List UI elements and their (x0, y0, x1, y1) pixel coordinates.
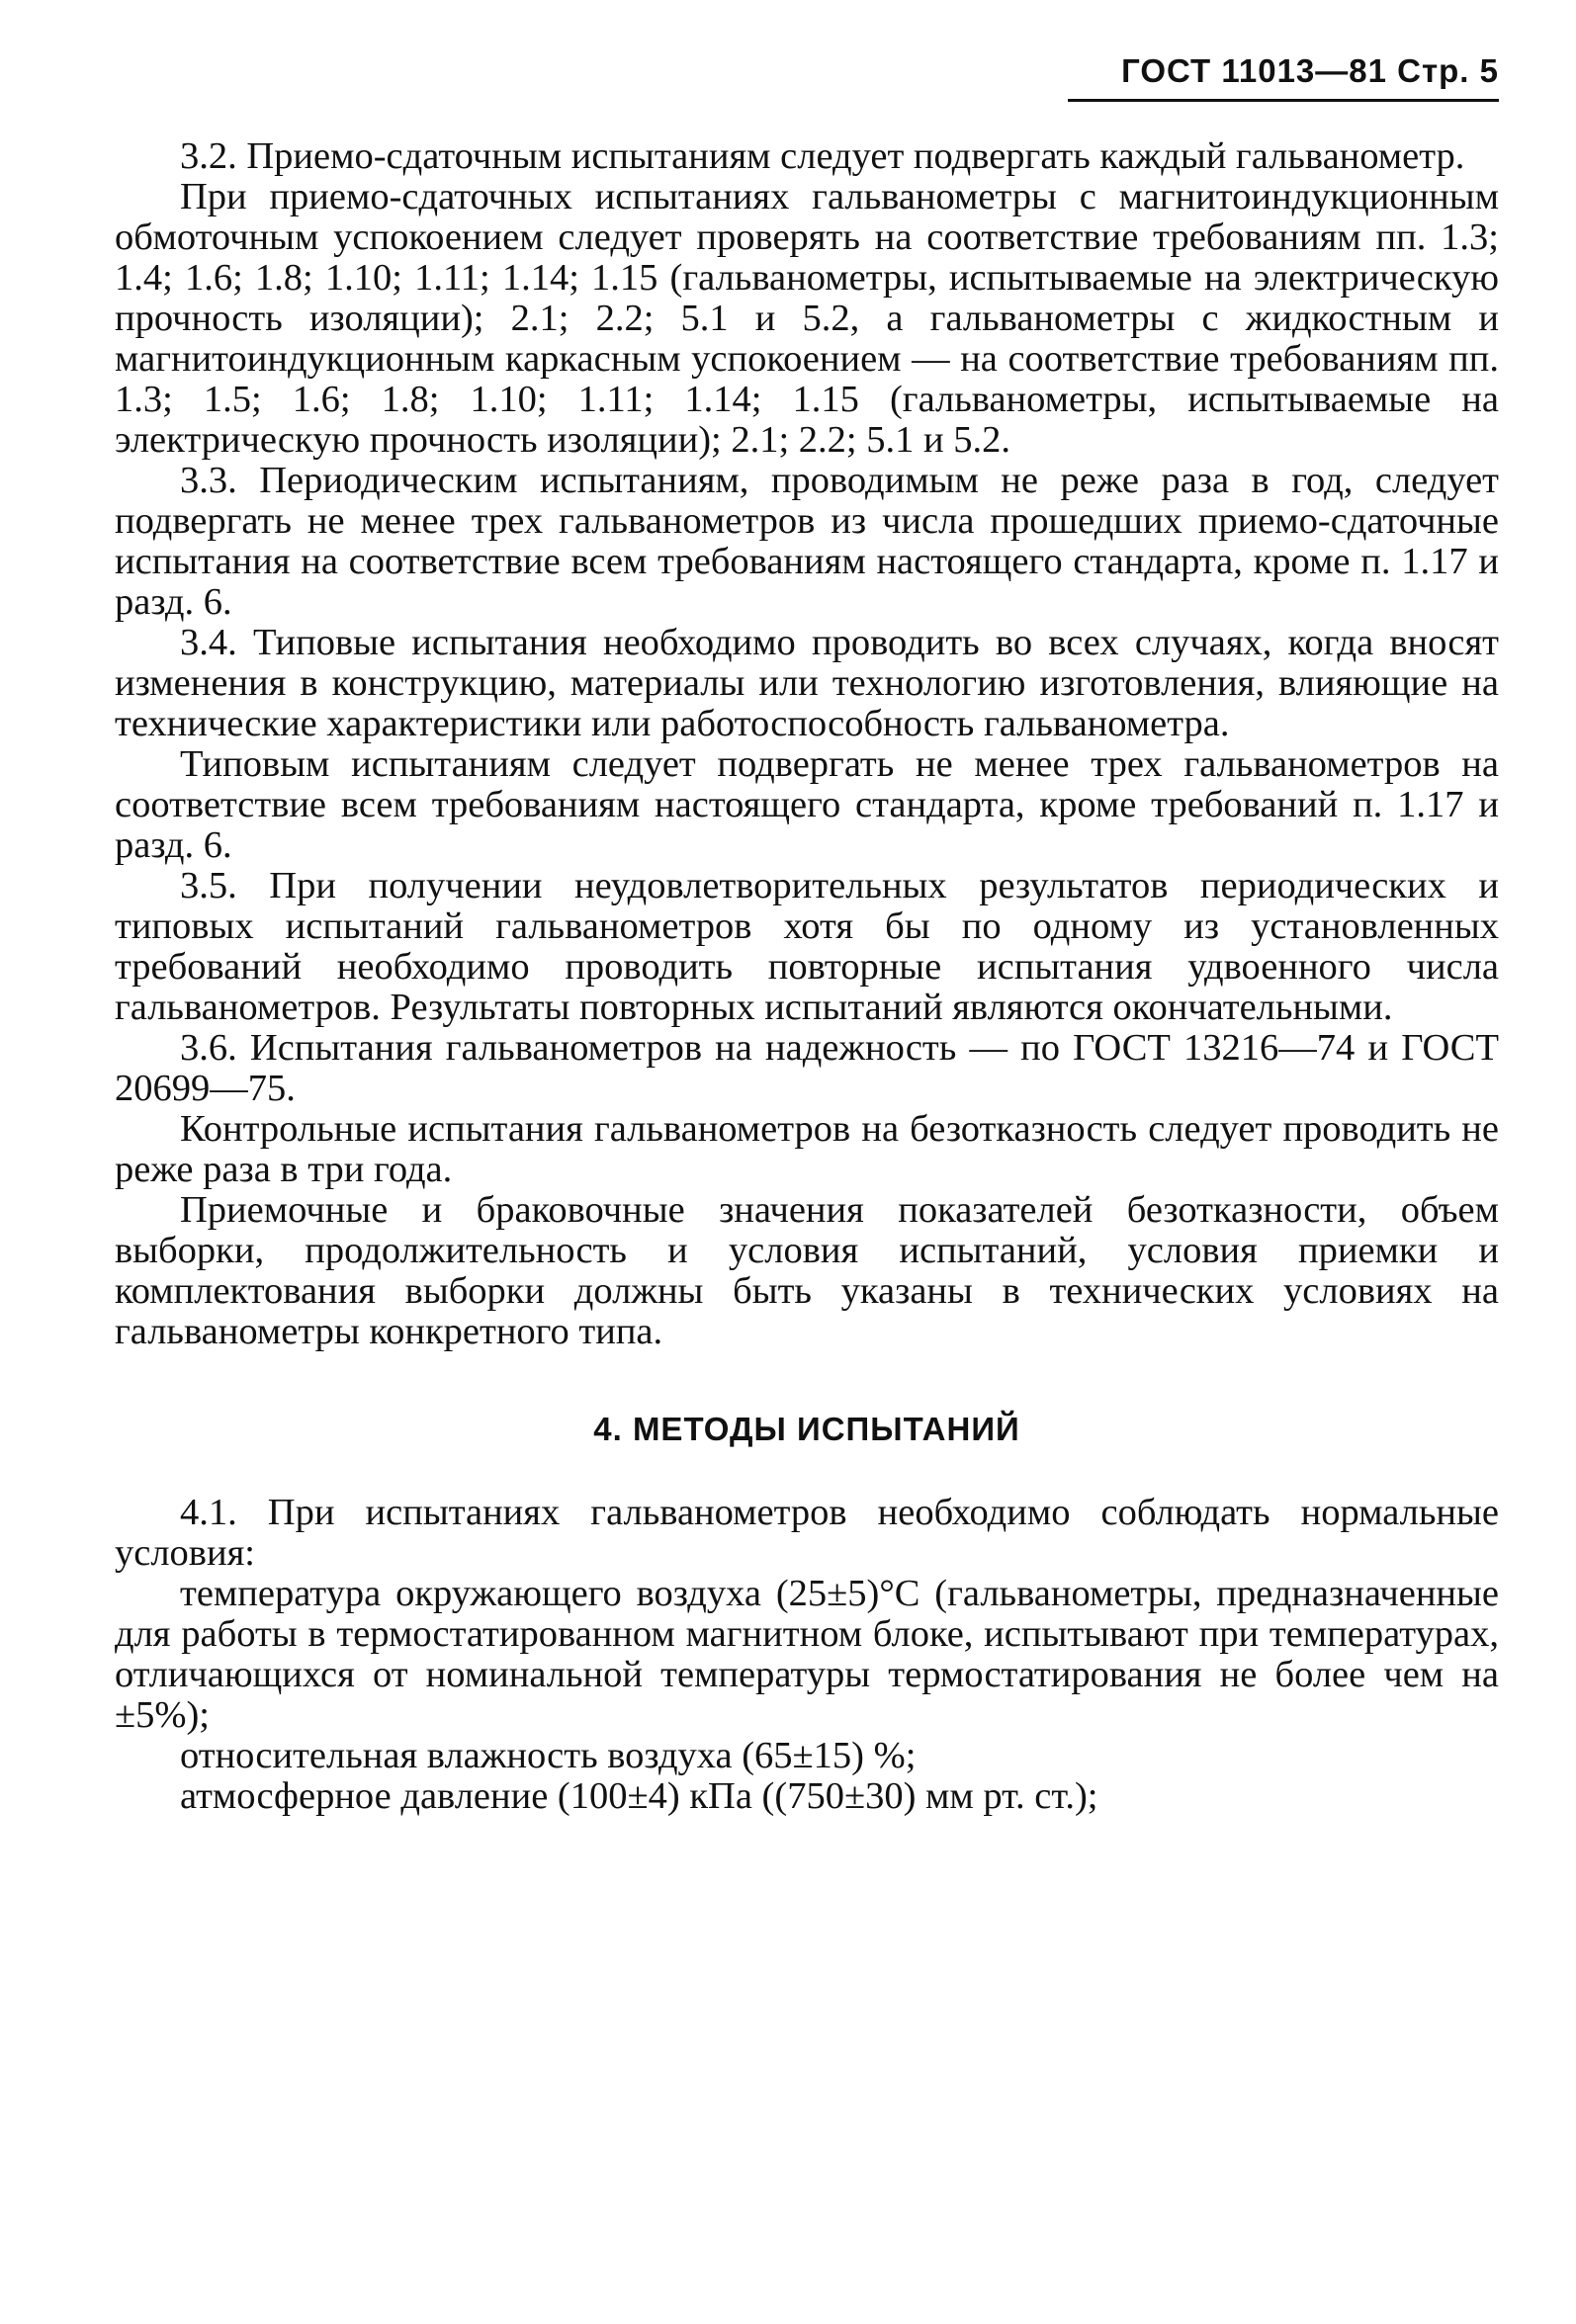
condition-pressure: атмосферное давление (100±4) кПа ((750±30) мм рт. ст.); (180, 1775, 1098, 1817)
header-rule (1068, 99, 1499, 102)
paragraph-3-4: 3.4. Типовые испытания необходимо проводить во всех случаях, когда вносят изменения в конструкцию, материалы или технологию изготовления, влияющие на технические характеристики или работоспособность гальванометра. (115, 622, 1499, 744)
document-body (115, 136, 1499, 1817)
paragraph-4-1: 4.1. При испытаниях гальванометров необходимо соблюдать нормальные условия: (115, 1492, 1499, 1574)
paragraph-3-2: 3.2. Приемо-сдаточным испытаниям следует подвергать каждый гальванометр. (180, 135, 1465, 177)
condition-temperature: температура окружающего воздуха (25±5)°С (гальванометры, предназначенные для работы в термостатированном магнитном блоке, испытывают при температурах, отличающихся от номинальной температуры термостатирования не более чем на ±5%); (115, 1573, 1499, 1736)
paragraph-3-4-type-tests: Типовым испытаниям следует подвергать не менее трех гальванометров на соответствие всем требованиям настоящего стандарта, кроме требований п. 1.17 и разд. 6. (115, 743, 1499, 866)
paragraph-3-6-acceptance-values: Приемочные и браковочные значения показателей безотказности, объем выборки, продолжительность и условия испытаний, условия приемки и комплектования выборки должны быть указаны в технических условиях на гальванометры конкретного типа. (115, 1189, 1499, 1352)
paragraph-3-6: 3.6. Испытания гальванометров на надежность — по ГОСТ 13216—74 и ГОСТ 20699—75. (115, 1027, 1499, 1109)
paragraph-3-5: 3.5. При получении неудовлетворительных результатов периодических и типовых испытаний гальванометров хотя бы по одному из установленных требований необходимо проводить повторные испытания удвоенного числа гальванометров. Результаты повторных испытаний являются окончательными. (115, 865, 1499, 1028)
paragraph-3-3: 3.3. Периодическим испытаниям, проводимым не реже раза в год, следует подвергать не менее трех гальванометров из числа прошедших приемо-сдаточные испытания на соответствие всем требованиям настоящего стандарта, кроме п. 1.17 и разд. 6. (115, 460, 1499, 623)
paragraph-3-2-acceptance: При приемо-сдаточных испытаниях гальванометры с магнитоиндукционным обмоточным успокоением следует проверять на соответствие требованиям пп. 1.3; 1.4; 1.6; 1.8; 1.10; 1.11; 1.14; 1.15 (гальванометры, испытываемые на электрическую прочность изоляции); 2.1; 2.2; 5.1 и 5.2, а гальванометры с жидкостным и магнитоиндукционным каркасным успокоением — на соответствие требованиям пп. 1.3; 1.5; 1.6; 1.8; 1.10; 1.11; 1.14; 1.15 (гальванометры, испытываемые на электрическую прочность изоляции); 2.1; 2.2; 5.1 и 5.2. (115, 176, 1499, 461)
paragraph-3-6-control-tests: Контрольные испытания гальванометров на безотказность следует проводить не реже раза в три года. (115, 1108, 1499, 1190)
condition-humidity: относительная влажность воздуха (65±15) %; (180, 1735, 917, 1776)
running-header: ГОСТ 11013—81 Стр. 5 (1121, 52, 1499, 89)
section-title-4: 4. МЕТОДЫ ИСПЫТАНИЙ (593, 1411, 1020, 1447)
